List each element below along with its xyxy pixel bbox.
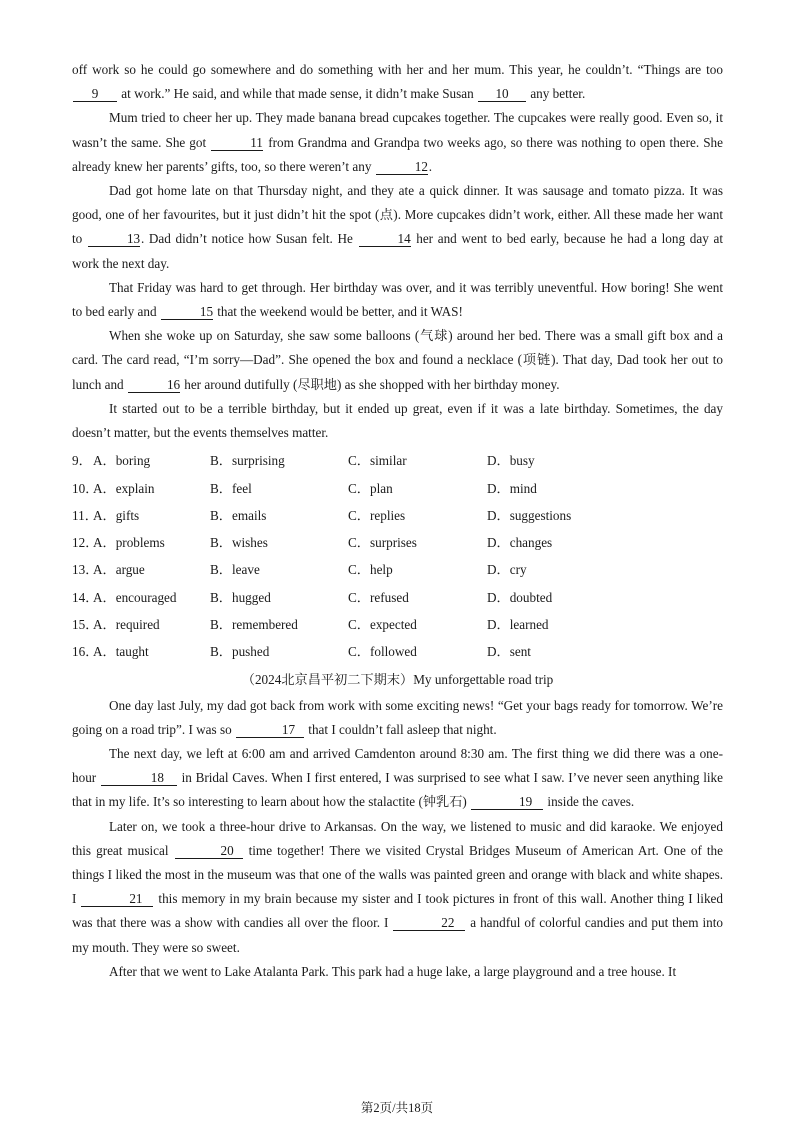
option-d[interactable]: D．changes (487, 535, 553, 551)
option-b[interactable]: B．leave (210, 562, 260, 578)
text-run: from Grandma and Grandpa two weeks ago, so there was nothing to open there. She already knew her parents’ gifts, too, so there weren’t any (72, 134, 723, 174)
blank-14: 14 (359, 231, 411, 247)
text-run: this memory in my brain because my sister and I took pictures in front of this wall. Another thing I liked was that there was a show with candies all over the floor. I (72, 891, 723, 931)
question-number: 11． (72, 507, 98, 523)
option-b[interactable]: B．feel (210, 480, 252, 496)
question-number: 15． (72, 617, 99, 633)
question-16 (72, 638, 723, 665)
option-d[interactable]: D．cry (487, 562, 527, 578)
text-run: Dad got home late on that Thursday night, and they ate a quick dinner. It was sausage and tomato pizza. It was good, one of her favourites, but it just didn’t hit the spot (点). More cupcakes didn’t work, either. All these made her want to (72, 183, 723, 247)
page-content (72, 58, 723, 984)
page-number-footer: 第2页/共18页 (360, 1101, 434, 1115)
text-run: that the weekend would be better, and it WAS! (213, 304, 463, 320)
option-c[interactable]: C．expected (348, 617, 417, 633)
text-run: Mum tried to cheer her up. They made banana bread cupcakes together. The cupcakes were really good. Even so, it wasn’t the same. She got (72, 110, 723, 150)
question-10 (72, 475, 723, 502)
text-run: . (428, 158, 433, 174)
option-a[interactable]: A．taught (93, 644, 149, 660)
option-d[interactable]: D．mind (487, 480, 537, 496)
option-b[interactable]: B．remembered (210, 617, 298, 633)
question-11 (72, 502, 723, 529)
passage2-paragraph-3 (72, 815, 723, 960)
question-number: 9． (72, 453, 92, 469)
passage1-paragraph-5 (72, 324, 723, 397)
text-run: that I couldn’t fall asleep that night. (304, 721, 497, 737)
text-run: That Friday was hard to get through. Her birthday was over, and it was terribly uneventful. How boring! She went to bed early and (72, 279, 723, 320)
option-d[interactable]: D．busy (487, 453, 535, 469)
question-number: 13． (72, 562, 99, 578)
passage1-paragraph-1 (72, 58, 723, 106)
question-13 (72, 556, 723, 583)
blank-11: 11 (211, 135, 263, 151)
text-run: The next day, we left at 6:00 am and arrived Camdenton around 8:30 am. The first thing we did there was a one-hour (72, 746, 723, 786)
passage1-paragraph-4 (72, 276, 723, 324)
text-run: her around dutifully (尽职地) as she shopped with her birthday money. (180, 376, 560, 392)
passage1-paragraph-6: It started out to be a terrible birthday, but it ended up great, even if it was a late birthday. Sometimes, the day doesn’t matter, but the events themselves matter. (72, 400, 723, 441)
option-a[interactable]: A．explain (93, 480, 155, 496)
text-run: a handful of colorful candies and put them into my mouth. They were so sweet. (72, 915, 723, 955)
option-a[interactable]: A．problems (93, 535, 165, 551)
option-b[interactable]: B．surprising (210, 453, 285, 469)
text-run: One day last July, my dad got back from work with some exciting news! “Get your bags ready for tomorrow. We’re going on a road trip”. I was so (72, 697, 723, 737)
option-c[interactable]: C．plan (348, 480, 393, 496)
text-run: Later on, we took a three-hour drive to Arkansas. On the way, we listened to music and did karaoke. We enjoyed this great musical (72, 818, 723, 858)
options-list (72, 447, 723, 665)
question-12 (72, 529, 723, 556)
option-c[interactable]: C．surprises (348, 535, 417, 551)
option-a[interactable]: A．encouraged (93, 589, 177, 605)
option-d[interactable]: D．sent (487, 644, 531, 660)
blank-20: 20 (175, 843, 243, 859)
text-run: any better. (527, 86, 586, 102)
section-title: （2024北京昌平初二下期末）My unforgettable road trip (241, 671, 554, 687)
question-14 (72, 584, 723, 611)
option-c[interactable]: C．similar (348, 453, 407, 469)
blank-15: 15 (161, 304, 213, 320)
option-c[interactable]: C．refused (348, 589, 409, 605)
question-9 (72, 447, 723, 474)
blank-22: 22 (393, 915, 465, 931)
option-d[interactable]: D．learned (487, 617, 549, 633)
question-number: 10． (72, 480, 99, 496)
option-c[interactable]: C．replies (348, 507, 406, 523)
blank-12: 12 (376, 159, 428, 175)
text-run: off work so he could go somewhere and do something with her and her mum. This year, he couldn’t. “Things are too (72, 62, 723, 77)
text-run: in Bridal Caves. When I first entered, I was surprised to see what I saw. I’ve never seen anything like that in my life. It’s so interesting to learn about how the stalactite (钟乳石) (72, 770, 723, 810)
option-a[interactable]: A．boring (93, 453, 151, 469)
question-number: 14． (72, 589, 99, 605)
option-c[interactable]: C．followed (348, 644, 417, 660)
text-run: . Dad didn’t notice how Susan felt. He (140, 231, 358, 247)
text-run: her and went to bed early, because he had a long day at work the next day. (72, 231, 723, 271)
option-d[interactable]: D．suggestions (487, 507, 572, 523)
question-number: 16． (72, 644, 99, 660)
blank-21: 21 (81, 891, 153, 907)
passage1-paragraph-2 (72, 106, 723, 179)
passage2-paragraph-1 (72, 694, 723, 742)
text-run: When she woke up on Saturday, she saw some balloons (气球) around her bed. There was a small gift box and a card. The card read, “I’m sorry—Dad”. She opened the box and found a necklace (项链). That day, Dad took her out to lunch and (72, 328, 723, 392)
option-b[interactable]: B．emails (210, 507, 267, 523)
option-b[interactable]: B．pushed (210, 644, 270, 660)
blank-9: 9 (73, 86, 117, 102)
question-15 (72, 611, 723, 638)
text-run: inside the caves. (544, 794, 635, 810)
blank-13: 13 (88, 231, 140, 247)
question-number: 12． (72, 535, 99, 551)
blank-10: 10 (478, 86, 526, 102)
passage2-paragraph-4: After that we went to Lake Atalanta Park. This park had a huge lake, a large playground and a tree house. It (109, 963, 677, 979)
option-d[interactable]: D．doubted (487, 589, 553, 605)
option-a[interactable]: A．required (93, 617, 160, 633)
blank-19: 19 (471, 794, 543, 810)
blank-16: 16 (128, 377, 180, 393)
text-run: at work.” He said, and while that made sense, it didn’t make Susan (118, 86, 478, 102)
text-run: time together! There we visited Crystal Bridges Museum of American Art. One of the things I liked the most in the museum was that one of the walls was painted green and orange with black and white shapes. I (72, 842, 723, 907)
option-a[interactable]: A．gifts (93, 507, 140, 523)
passage1-paragraph-3 (72, 179, 723, 276)
passage2-paragraph-2 (72, 742, 723, 815)
option-c[interactable]: C．help (348, 562, 393, 578)
option-b[interactable]: B．wishes (210, 535, 268, 551)
blank-17: 17 (236, 722, 304, 738)
option-b[interactable]: B．hugged (210, 589, 271, 605)
blank-18: 18 (101, 770, 177, 786)
option-a[interactable]: A．argue (93, 562, 145, 578)
